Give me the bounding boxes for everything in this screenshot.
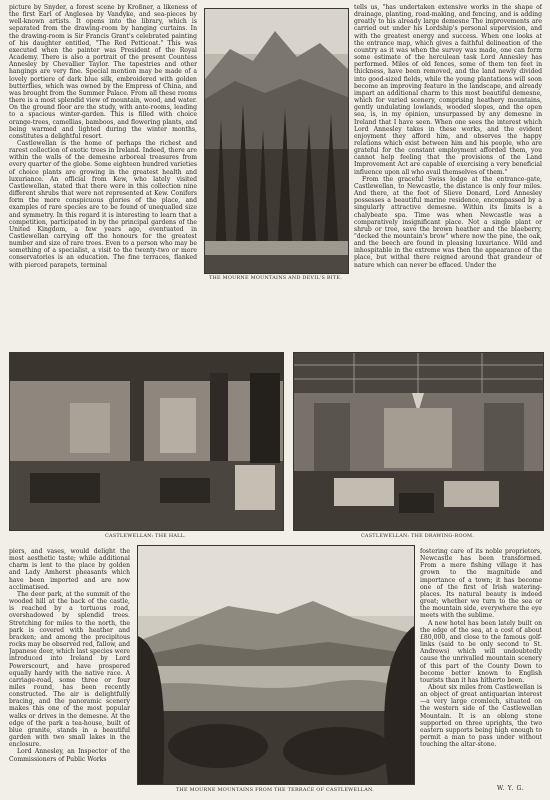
paragraph: From the graceful Swiss lodge at the entrance-gate, Castlewellan, to Newcastle, the distance is only four miles. And there, at the foot of Slieve Donard, Lord Annesley possesses a beautiful marine residence, encompassed by a singularly attractive demesne. Within its limits is a chalybeate spa. Time was when Newcastle was a comparatively insignificant place. Not a single plant or shrub or tree, save the brown heather and the blaeberry, "decked the mountain's brow" where now the pine, the oak, and the beech are found in pleasing luxuriance. Wild and inhospitable in the extreme was then the appearance of the place, but withal there reigned around that grandeur of nature which can never be effaced. Under the <box>354 175 542 269</box>
paragraph: picture by Snyder, a forest scene by Kroßner, a likeness of the first Earl of Anglesea by Vandyke, and sea-pieces by well-known artists. It opens into the library, which is separated from the drawing-room by hanging curtains. In the drawing-room is Sir Francis Grant's celebrated painting of his daughter entitled, "The Red Petticoat." This was executed when the painter was President of the Royal Academy. There is also a portrait of the present Countess Annesley by Chevallier Taylor. The tapestries and other hangings are very fine. Special mention may be made of a lovely portiere of dark blue silk, embroidered with golden butterflies, which was owned by the Empress of China, and was brought from the Summer Palace. From all these rooms there is a most splendid view of mountain, wood, and water. On the ground floor are the study, with ante-rooms, leading to a spacious winter-garden. This is filled with choice orange-trees, camellias, bamboos, and flowering plants, and being warmed and lighted during the winter months, constitutes a delightful resort. <box>9 4 197 140</box>
article-column-right-top <box>354 4 542 340</box>
paragraph: Castlewellan is the home of perhaps the richest and rarest collection of exotic trees in Ireland. Indeed, there are within the walls of the demesne arboreal treasures from every quarter of the globe. Some eighteen hundred varieties of choice plants are growing in the greatest health and luxuriance. An official from Kew, who lately visited Castlewellan, stated that there were in this collection nine different shrubs that were not represented at Kew. Conifers form the more conspicuous glories of the place, and examples of rare species are to be found of unequalled size and symmetry. In this regard it is interesting to learn that a competition, participated in by the principal gardens of the United Kingdom, a few years ago, eventuated in Castlewellan carrying off the honours for the greatest number and size of rare trees. Even to a person who may be something of a specialist, a visit to the twenty-two or more conservatories is an education. The fine terraces, flanked with pierced parapets, terminal <box>9 139 197 269</box>
paragraph: piers, and vases, would delight the most aesthetic taste; while additional charm is lent to the place by golden and Lady Amherst pheasants which have been imported and are now acclimatised. <box>9 548 130 591</box>
caption-hall: CASTLEWELLAN: THE HALL. <box>105 533 186 539</box>
paragraph: A new hotel has been lately built on the edge of the sea, at a cost of about £80,000, and close to the famous golf-links (said to be only second to St. Andrews) which will undoubtedly cause the unrivalled mountain scenery of this part of the County Down to become better known to English tourists than it has hitherto been. <box>420 619 542 684</box>
paragraph: tells us, "has undertaken extensive works in the shape of drainage, planting, road-making, and fencing, and is adding greatly to his already large demesne The improvements are carried out under his Lordship's personal supervision, and with the greatest energy and success. When one looks at the entrance map, which gives a faithful delineation of the country as it was when the survey was made, one can form some estimate of the herculean task Lord Annesley has performed. Miles of old fences, some of them ten feet in thickness, have been removed, and the land newly divided into good-sized fields, while the young plantations will soon become an improving feature in the landscape, and already impart an additional charm to this most beautiful demesne, which for varied scenery, comprising heathery mountains, gently undulating lowlands, wooded slopes, and the open sea, is, in my opinion, unsurpassed by any demesne in Ireland that I have seen. When one sees the interest which Lord Annesley takes in these works, and the evident enjoyment they afford him, and observes the happy relations which exist between him and his people, who are grateful for the constant employment afforded them, you cannot help feeling that the provisions of the Land Improvement Act are capable of exercising a very beneficial influence upon all who avail themselves of them." <box>354 4 542 176</box>
photo-hall <box>9 352 284 531</box>
paragraph: fostering care of its noble proprietors, Newcastle has been transformed. From a mere fishing village it has grown to the magnitude and importance of a town; it has become one of the first of Irish watering-places. Its natural beauty is indeed great; whether we turn to the sea or the mountain side, everywhere the eye meets with the sublime. <box>420 548 542 620</box>
photo-terrace-view <box>137 545 415 785</box>
caption-terrace-view: THE MOURNE MOUNTAINS FROM THE TERRACE OF CASTLEWELLAN. <box>175 787 375 793</box>
paragraph: The deer park, at the summit of the wooded hill at the back of the castle, is reached by a tortuous road, overshadowed by splendid trees. Stretching for miles to the north, the park is covered with heather and bracken; and among the precipitous rocks may be observed red, fallow, and Japanese deer, which last species were introduced into Ireland by Lord Powerscourt, and have prospered equally hardy with the native race. A carriage-road, some three or four miles round, has been recently constructed. The air is delightfully bracing, and the panoramic scenery makes this one of the most popular walks or drives in the demesne. At the edge of the park a tea-house, built of blue granite, stands in a beautiful garden with two small lakes in the enclosure. <box>9 590 130 749</box>
article-column-left-bottom <box>9 548 130 798</box>
photo-mourne-devils-bite <box>204 8 349 274</box>
author-signature: W. Y. G. <box>497 785 525 792</box>
paragraph: Lord Annesley, an Inspector of the Commissioners of Public Works <box>9 748 130 763</box>
caption-drawing-room: CASTLEWELLAN: THE DRAWING-ROOM. <box>360 533 475 539</box>
photo-drawing-room <box>293 352 544 531</box>
article-column-left-top <box>9 4 197 340</box>
article-column-right-bottom <box>420 548 542 784</box>
paragraph: About six miles from Castlewellan is an object of great antiquarian interest—a very large cromlech, situated on the western side of the Castlewellan Mountain. It is an oblong stone supported on three uprights, the two eastern supports being high enough to permit a man to pass under without touching the altar-stone. <box>420 683 542 749</box>
caption-mourne-devils-bite: THE MOURNE MOUNTAINS AND DEVIL'S BITE. <box>208 275 343 281</box>
